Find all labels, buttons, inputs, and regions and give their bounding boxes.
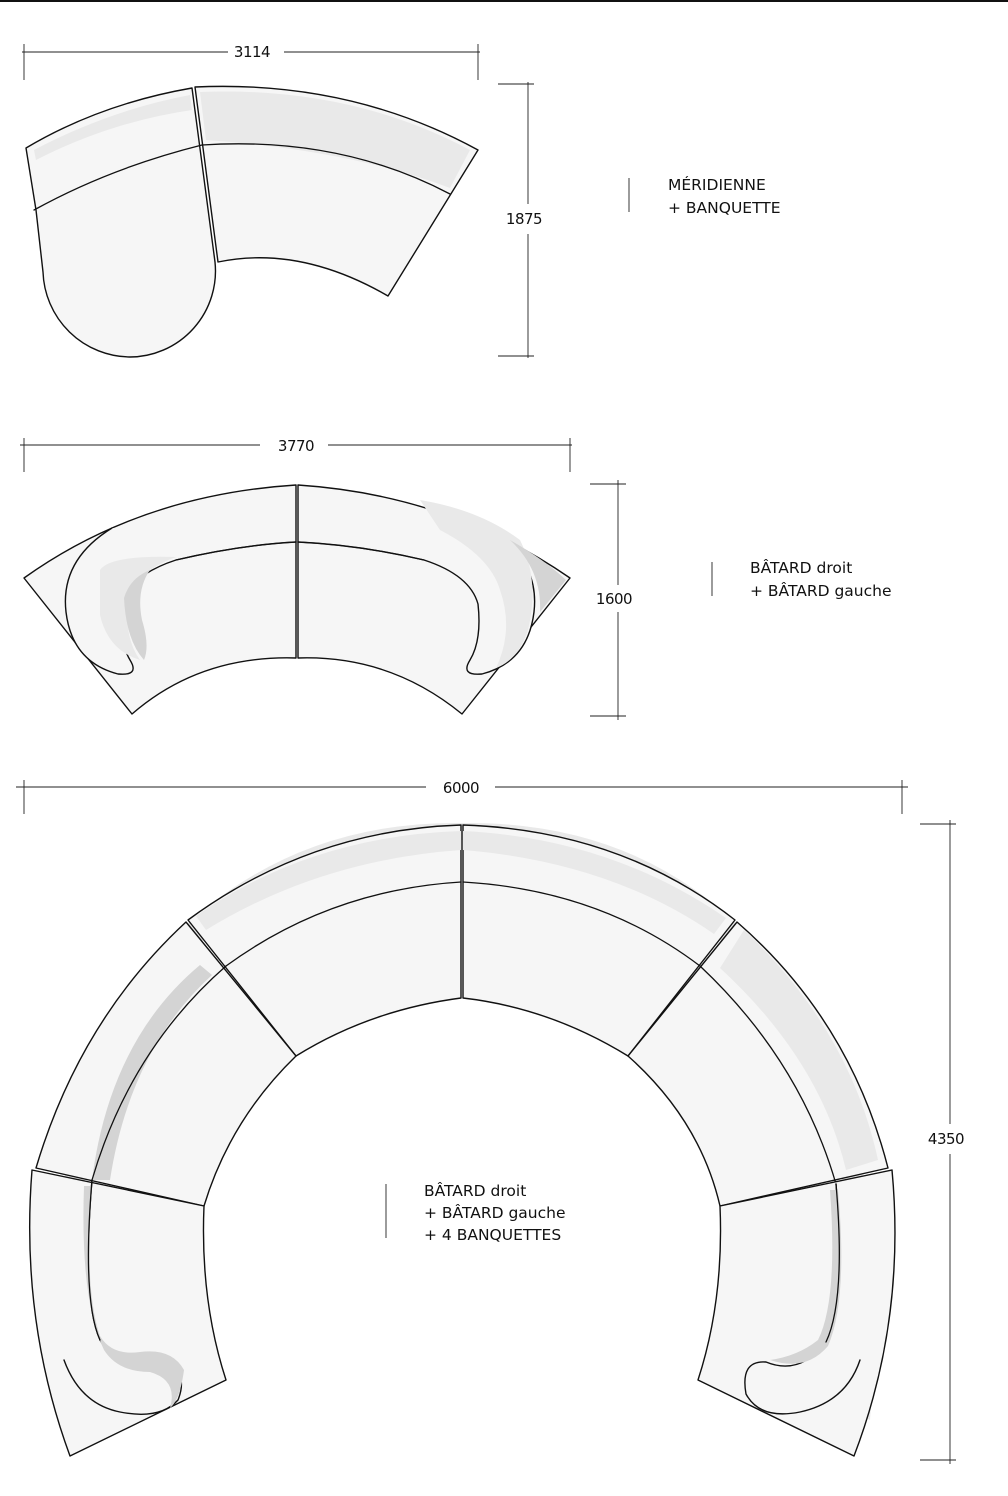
caption-1-line-1: MÉRIDIENNE [668,176,766,194]
height-dimension-2 [590,480,632,720]
width-label-1: 3114 [233,43,271,61]
height-label-2: 1600 [595,590,633,608]
caption-2-line-1: BÂTARD droit [750,559,853,577]
config-full-circle [16,779,964,1464]
width-dimension-2 [20,437,572,472]
caption-1 [629,175,781,217]
banquette-module [195,86,478,296]
caption-3 [386,1181,566,1244]
width-label-3: 6000 [442,779,480,797]
width-dimension-1 [22,43,480,80]
caption-2-line-2: + BÂTARD gauche [750,582,892,600]
caption-2 [712,558,892,600]
height-label-1: 1875 [505,210,543,228]
height-dimension-1 [498,82,542,358]
height-dimension-3 [920,820,964,1464]
caption-1-line-2: + BANQUETTE [668,199,781,217]
config-batard-pair [20,437,892,720]
caption-3-line-2: + BÂTARD gauche [424,1204,566,1222]
batard-bottom-right [698,1170,895,1456]
config-meridienne [22,43,781,358]
caption-3-line-1: BÂTARD droit [424,1182,527,1200]
batard-gauche-module [24,485,296,714]
batard-droit-module [298,485,570,714]
caption-3-line-3: + 4 BANQUETTES [424,1226,562,1244]
width-dimension-3 [16,779,908,814]
width-label-2: 3770 [277,437,315,455]
batard-bottom-left [30,1170,226,1456]
meridienne-module [26,88,215,357]
height-label-3: 4350 [927,1130,965,1148]
